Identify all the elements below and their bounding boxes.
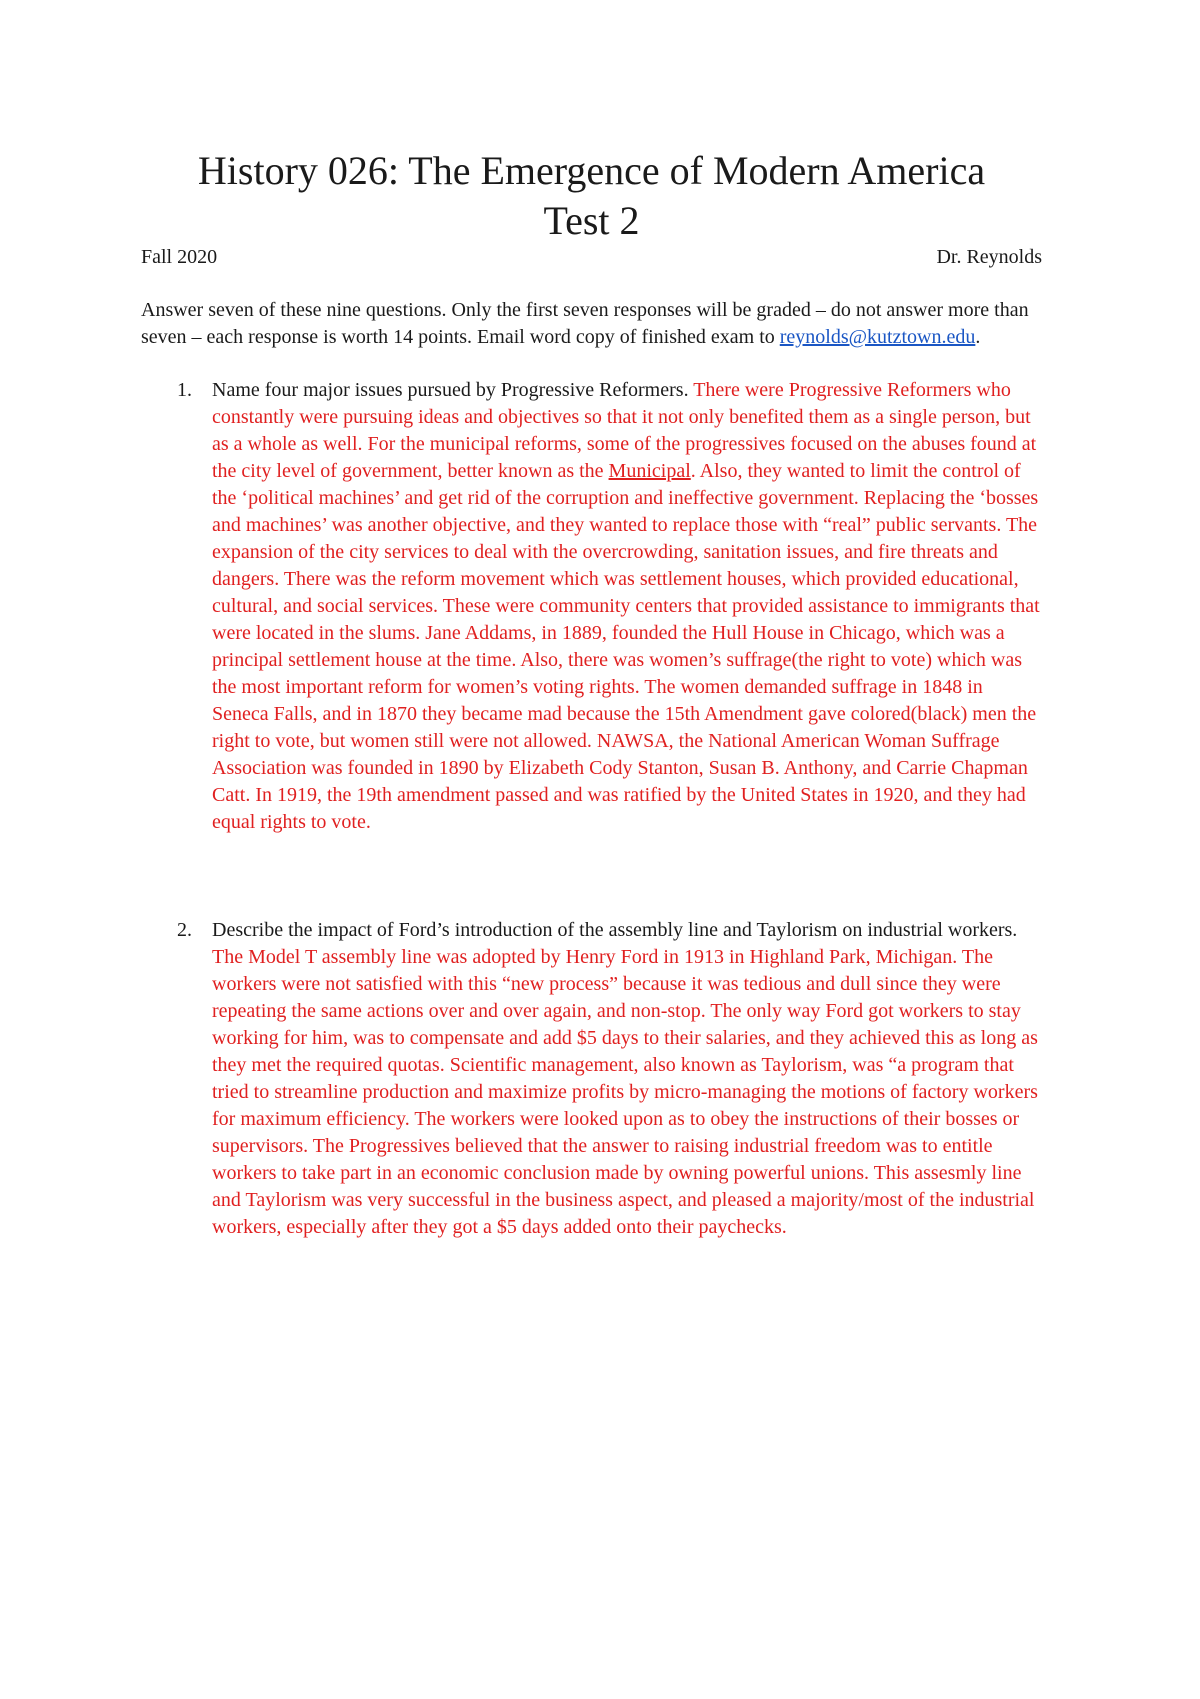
question-body xyxy=(212,917,1042,1241)
question-list xyxy=(141,377,1042,1241)
exam-instructions xyxy=(141,297,1042,351)
question-number: 2. xyxy=(177,919,192,941)
instructions-end: . xyxy=(975,326,981,348)
question-body xyxy=(212,377,1042,836)
course-meta xyxy=(141,244,1042,271)
underlined-term: Municipal xyxy=(608,460,691,482)
term-label: Fall 2020 xyxy=(141,246,218,268)
answer-text: The Model T assembly line was adopted by Henry Ford in 1913 in Highland Park, Michigan. The workers were not satisfied with this “new process” because it was tedious and dull since they were repeating the same actions over and over again, and non-stop. The only way Ford got workers to stay working for him, was to compensate and add $5 days to their salaries, and they achieved this as long as they met the required quotas. Scientific management, also known as Taylorism, was “a program that tried to streamline production and maximize profits by micro-managing the motions of factory workers for maximum efficiency. The workers were looked upon as to obey the instructions of their bosses or supervisors. The Progressives believed that the answer to raising industrial freedom was to entitle workers to take part in an economic conclusion made by owning powerful unions. This assesmly line and Taylorism was very successful in the business aspect, and pleased a majority/most of the industrial workers, especially after they got a $5 days added onto their paychecks. xyxy=(212,946,1038,1238)
instructor-name: Dr. Reynolds xyxy=(936,246,1042,268)
instructions-text: Answer seven of these nine questions. Only the first seven responses will be graded – do not answer more than seven – each response is worth 14 points. Email word copy of finished exam to xyxy=(141,299,1029,348)
answer-part-1: There were Progressive Reformers who constantly were pursuing ideas and objectives so that it not only benefited them as a single person, but as a whole as well. For the municipal reforms, some of the progressives focused on the abuses found at the city level of government, better known as the xyxy=(212,379,1037,482)
question-number: 1. xyxy=(177,379,192,401)
question-item xyxy=(141,377,1042,836)
email-link[interactable]: reynolds@kutztown.edu xyxy=(779,326,976,348)
test-subtitle: Test 2 xyxy=(543,198,640,243)
answer-part-2: . Also, they wanted to limit the control of the ‘political machines’ and get rid of the corruption and ineffective government. Replacing the ‘bosses and machines’ was another objective, and they wanted to replace those with “real” public servants. The expansion of the city services to deal with the overcrowding, sanitation issues, and fire threats and dangers. There was the reform movement which was settlement houses, which provided educational, cultural, and social services. These were community centers that provided assistance to immigrants that were located in the slums. Jane Addams, in 1889, founded the Hull House in Chicago, which was a principal settlement house at the time. Also, there was women’s suffrage(the right to vote) which was the most important reform for women’s voting rights. The women demanded suffrage in 1848 in Seneca Falls, and in 1870 they became mad because the 15th Amendment gave colored(black) men the right to vote, but women still were not allowed. NAWSA, the National American Woman Suffrage Association was founded in 1890 by Elizabeth Cody Stanton, Susan B. Anthony, and Carrie Chapman Catt. In 1919, the 19th amendment passed and was ratified by the United States in 1920, and they had equal rights to vote. xyxy=(212,460,1040,833)
answer-text xyxy=(212,379,1040,833)
question-prompt: Name four major issues pursued by Progressive Reformers. xyxy=(212,379,689,401)
question-prompt: Describe the impact of Ford’s introduction of the assembly line and Taylorism on industrial workers. xyxy=(212,919,1018,941)
question-item xyxy=(141,917,1042,1241)
document-title: History 026: The Emergence of Modern America xyxy=(197,148,986,193)
document-page xyxy=(0,146,1200,1699)
